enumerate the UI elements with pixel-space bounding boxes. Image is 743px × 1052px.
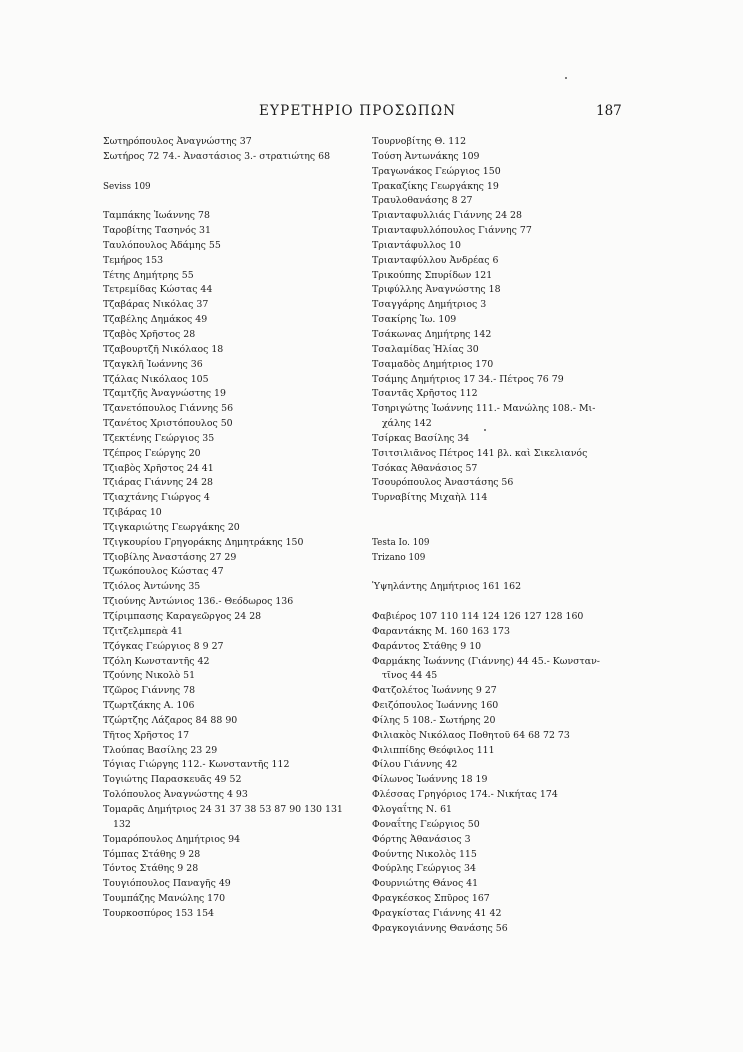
index-entry: Τζάλας Νικόλαος 105 xyxy=(103,373,209,385)
index-entry: Φαράντος Στάθης 9 10 xyxy=(372,640,482,652)
entry-gap xyxy=(103,165,358,180)
index-entry: Τούση Ἀντωνάκης 109 xyxy=(372,150,480,162)
index-entry: Φαβιέρος 107 110 114 124 126 127 128 160 xyxy=(372,611,584,622)
index-entry: Τσακίρης Ἰω. 109 xyxy=(372,314,457,326)
index-entry: Τσάκωνας Δημήτρης 142 xyxy=(372,328,492,340)
index-entry: Τζανέτος Χριστόπουλος 50 xyxy=(103,418,233,430)
index-entry: Τρακαζίκης Γεωργάκης 19 xyxy=(372,180,499,192)
index-entry: Ταυλόπουλος Ἀδάμης 55 xyxy=(103,239,221,251)
index-entry: Τουγιόπουλος Παναγῆς 49 xyxy=(103,878,231,890)
index-entry: Τζῶρος Γιάννης 78 xyxy=(103,685,196,697)
index-entry: Τετρεμίδας Κώστας 44 xyxy=(103,284,213,296)
index-entry: Τζαβὸς Χρῆστος 28 xyxy=(103,328,196,340)
index-entry: Τζιγκουρίου Γρηγοράκης Δημητράκης 150 xyxy=(103,536,304,548)
page-header xyxy=(0,103,743,123)
entry-gap xyxy=(372,521,627,536)
index-entry: Τσάμης Δημήτριος 17 34.- Πέτρος 76 79 xyxy=(372,373,564,385)
index-entry: Testa Io. 109 xyxy=(372,537,430,548)
index-entry: Τζιαβὸς Χρῆστος 24 41 xyxy=(103,462,214,474)
index-entry: Τυρναβίτης Μιχαὴλ 114 xyxy=(372,492,488,504)
index-entry: Φόρτης Ἀθανάσιος 3 xyxy=(372,833,471,845)
index-entry: Τζαβάρας Νικόλας 37 xyxy=(103,299,209,311)
index-entry: Τζιόλος Ἀντώνης 35 xyxy=(103,581,201,593)
index-entry: Τριανταφυλλόπουλος Γιάννης 77 xyxy=(372,225,532,237)
index-entry: Τριαντάφυλλος 10 xyxy=(372,239,461,251)
index-entry: Τζιβάρας 10 xyxy=(103,507,162,519)
index-entry: Φειζόπουλος Ἰωάννης 160 xyxy=(372,700,499,712)
index-entry: Τσαντᾶς Χρῆστος 112 xyxy=(372,388,478,400)
entry-gap xyxy=(372,565,627,580)
index-entry: Τζίριμπασης Καραγεῶργος 24 28 xyxy=(103,611,262,622)
index-entry: Τζέπρος Γεώργης 20 xyxy=(103,447,201,459)
index-entry: Τζωρτζάκης Α. 106 xyxy=(103,700,195,712)
index-entry: Τζιαχτάνης Γιώργος 4 xyxy=(103,492,210,504)
index-entry: Φούρλης Γεώργιος 34 xyxy=(372,863,476,875)
index-entry: Φλογαΐτης Ν. 61 xyxy=(372,803,453,815)
index-entry: Trizano 109 xyxy=(372,552,426,563)
index-entry: Τζούνης Νικολὸ 51 xyxy=(103,670,196,682)
entry-gap xyxy=(372,506,627,521)
index-entry: Seviss 109 xyxy=(103,181,151,192)
index-entry: Τζιάρας Γιάννης 24 28 xyxy=(103,477,214,489)
page-number: 187 xyxy=(596,103,622,119)
index-entry: Σωτηρόπουλος Ἀναγνώστης 37 xyxy=(103,136,252,147)
index-column-right xyxy=(372,135,627,937)
index-entry: Τσόκας Ἀθανάσιος 57 xyxy=(372,462,478,474)
index-entry: Φίλου Γιάννης 42 xyxy=(372,759,458,771)
index-entry: Τρικούπης Σπυρίδων 121 xyxy=(372,269,493,281)
index-entry: Τογιώτης Παρασκευᾶς 49 52 xyxy=(103,774,242,786)
index-entry: Τζεκτένης Γεώργιος 35 xyxy=(103,432,215,444)
index-entry: Τσαμαδὸς Δημήτριος 170 xyxy=(372,358,494,370)
index-entry: Τομαρόπουλος Δημήτριος 94 xyxy=(103,833,241,845)
index-entry: Ταροβίτης Τασηνός 31 xyxy=(103,225,211,237)
index-entry: Τσαλαμίδας Ἠλίας 30 xyxy=(372,343,479,355)
index-entry: Τομαρᾶς Δημήτριος 24 31 37 38 53 87 90 130 131 xyxy=(103,803,343,815)
index-entry: Τόγιας Γιώργης 112.- Κωνσταντῆς 112 xyxy=(103,759,290,771)
scan-speck xyxy=(565,77,567,79)
index-entry: Φραγκέσκος Σπῦρος 167 xyxy=(372,893,490,905)
index-entry: Τῆτος Χρῆστος 17 xyxy=(103,729,190,741)
index-entry: Τζώρτζης Λάζαρος 84 88 90 xyxy=(103,714,238,726)
index-entry: Τέτης Δημήτρης 55 xyxy=(103,269,194,281)
index-entry: Τριανταφύλλου Ἀνδρέας 6 xyxy=(372,254,499,266)
index-entry: Σωτήρος 72 74.- Ἀναστάσιος 3.- στρατιώτης 68 xyxy=(103,150,331,162)
index-entry: Τόμπας Στάθης 9 28 xyxy=(103,848,201,860)
index-entry: Τζαγκλῆ Ἰωάννης 36 xyxy=(103,358,203,370)
entry-gap xyxy=(103,194,358,209)
index-entry: Φιλιακὸς Νικόλαος Ποθητοῦ 64 68 72 73 xyxy=(372,729,570,741)
index-entry: Τεμήρος 153 xyxy=(103,254,164,266)
index-entry: Φιλιππίδης Θεόφιλος 111 xyxy=(372,744,495,756)
index-entry: Τριανταφυλλιάς Γιάννης 24 28 xyxy=(372,210,522,222)
index-entry: Φουρνιώτης Θάνος 41 xyxy=(372,878,479,890)
index-entry: Ταμπάκης Ἰωάννης 78 xyxy=(103,210,210,222)
index-entry: Τζόγκας Γεώργιος 8 9 27 xyxy=(103,640,224,652)
index-entry: Φραγκίστας Γιάννης 41 42 xyxy=(372,907,502,919)
index-entry: Τζιοβίλης Ἀναστάσης 27 29 xyxy=(103,551,237,563)
index-entry: Τσουρόπουλος Ἀναστάσης 56 xyxy=(372,477,514,489)
index-entry: Τσαγγάρης Δημήτριος 3 xyxy=(372,299,487,311)
index-entry: Τζιούνης Ἀντώνιος 136.- Θεόδωρος 136 xyxy=(103,596,294,608)
index-entry: Φαραντάκης Μ. 160 163 173 xyxy=(372,625,510,637)
index-entry: Τζαβουρτζῆ Νικόλαος 18 xyxy=(103,343,224,355)
index-entry: Ὑψηλάντης Δημήτριος 161 162 xyxy=(372,581,522,593)
entry-gap xyxy=(372,595,627,610)
index-entry: Τζαμτζῆς Ἀναγνώστης 19 xyxy=(103,388,226,400)
index-column-left xyxy=(103,135,358,922)
index-entry: Φίλωνος Ἰωάννης 18 19 xyxy=(372,774,488,786)
index-entry: Φίλης 5 108.- Σωτήρης 20 xyxy=(372,714,496,726)
index-entry: Τόντος Στάθης 9 28 xyxy=(103,863,199,875)
index-entry: Τσίρκας Βασίλης 34 xyxy=(372,432,470,444)
index-entry: Τραγωνάκος Γεώργιος 150 xyxy=(372,165,501,177)
index-entry: Φραγκογιάννης Θανάσης 56 xyxy=(372,922,508,934)
index-entry: Τουμπάζης Μανώλης 170 xyxy=(103,893,226,905)
index-entry: Τραυλοθανάσης 8 27 xyxy=(372,195,473,207)
index-entry: Τζαβέλης Δημάκος 49 xyxy=(103,314,208,326)
index-entry-continuation: χάλης 142 xyxy=(382,418,432,430)
index-entry: Τζιγκαριώτης Γεωργάκης 20 xyxy=(103,521,240,533)
index-entry: Τολόπουλος Ἀναγνώστης 4 93 xyxy=(103,789,248,801)
index-entry: Τουρνοβίτης Θ. 112 xyxy=(372,136,467,147)
index-entry: Φατζολέτος Ἰωάννης 9 27 xyxy=(372,685,497,697)
scan-speck xyxy=(484,429,486,431)
index-entry-continuation: τῖνος 44 45 xyxy=(382,670,438,682)
index-entry: Φοναΐτης Γεώργιος 50 xyxy=(372,818,480,830)
index-entry: Τζανετόπουλος Γιάννης 56 xyxy=(103,403,234,415)
index-entry: Τζόλη Κωνσταντῆς 42 xyxy=(103,655,210,667)
index-entry: Φλέσσας Γρηγόριος 174.- Νικήτας 174 xyxy=(372,789,558,801)
index-entry: Φαρμάκης Ἰωάννης (Γιάννης) 44 45.- Κωνσταν- xyxy=(372,655,600,667)
index-entry: Τσηριγώτης Ἰωάννης 111.- Μανώλης 108.- Μι- xyxy=(372,403,596,415)
index-entry: Τουρκοσπύρος 153 154 xyxy=(103,907,215,919)
index-entry: Φούντης Νικολὸς 115 xyxy=(372,848,477,860)
index-entry: Τσιτσιλιᾶνος Πέτρος 141 βλ. καὶ Σικελιανός xyxy=(372,447,588,459)
index-entry: Τζωκόπουλος Κώστας 47 xyxy=(103,566,224,578)
index-entry: Τλούπας Βασίλης 23 29 xyxy=(103,744,218,756)
running-title: ΕΥΡΕΤΗΡΙΟ ΠΡΟΣΩΠΩΝ xyxy=(259,103,457,119)
index-entry-continuation: 132 xyxy=(113,818,131,830)
index-entry: Τριφύλλης Ἀναγνώστης 18 xyxy=(372,284,501,296)
index-entry: Τζιτζελμπερὰ 41 xyxy=(103,625,183,637)
